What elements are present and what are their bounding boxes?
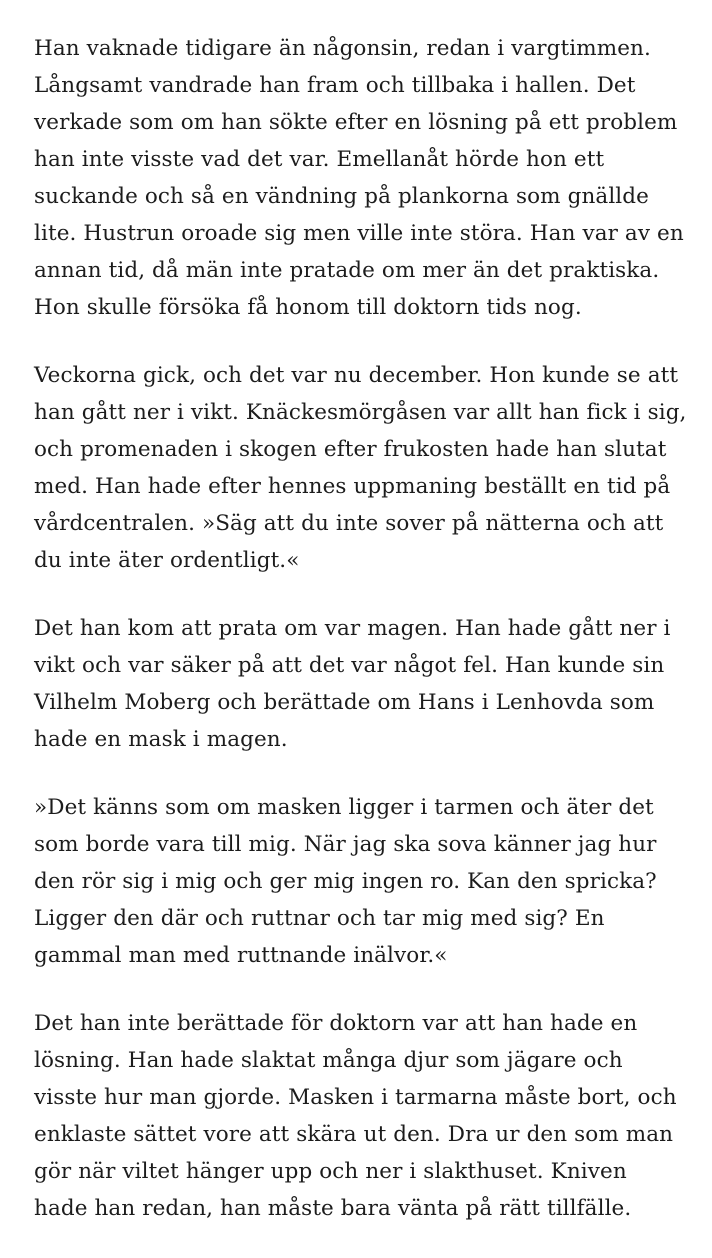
- text-line: lite. Hustrun oroade sig men ville inte störa. Han var av en: [34, 221, 684, 246]
- text-line: Ligger den där och ruttnar och tar mig med sig? En: [34, 906, 605, 931]
- text-line: gör när viltet hänger upp och ner i slakthuset. Kniven: [34, 1159, 627, 1184]
- text-line: Det han kom att prata om var magen. Han hade gått ner i: [34, 616, 671, 641]
- text-line: verkade som om han sökte efter en lösning på ett problem: [34, 110, 678, 135]
- paragraph-1: [34, 30, 694, 326]
- text-line: Veckorna gick, och det var nu december. Hon kunde se att: [34, 363, 679, 388]
- text-line: du inte äter ordentligt.«: [34, 548, 300, 573]
- text-line: gammal man med ruttnande inälvor.«: [34, 943, 448, 968]
- text-line: Han vaknade tidigare än någonsin, redan i vargtimmen.: [34, 36, 651, 61]
- text-line: suckande och så en vändning på plankorna som gnällde: [34, 184, 649, 209]
- text-line: Långsamt vandrade han fram och tillbaka i hallen. Det: [34, 73, 636, 98]
- text-line: visste hur man gjorde. Masken i tarmarna måste bort, och: [34, 1085, 677, 1110]
- text-line: vårdcentralen. »Säg att du inte sover på nätterna och att: [34, 511, 664, 536]
- text-line: han inte visste vad det var. Emellanåt hörde hon ett: [34, 147, 605, 172]
- text-line: med. Han hade efter hennes uppmaning beställt en tid på: [34, 474, 671, 499]
- text-line: vikt och var säker på att det var något fel. Han kunde sin: [34, 653, 665, 678]
- text-line: och promenaden i skogen efter frukosten hade han slutat: [34, 437, 667, 462]
- text-line: annan tid, då män inte pratade om mer än det praktiska.: [34, 258, 660, 283]
- text-line: lösning. Han hade slaktat många djur som jägare och: [34, 1048, 623, 1073]
- text-line: han gått ner i vikt. Knäckesmörgåsen var allt han fick i sig,: [34, 400, 687, 425]
- text-line: »Det känns som om masken ligger i tarmen och äter det: [34, 795, 654, 820]
- text-line: som borde vara till mig. När jag ska sova känner jag hur: [34, 832, 657, 857]
- text-line: Vilhelm Moberg och berättade om Hans i Lenhovda som: [34, 690, 655, 715]
- paragraph-5: [34, 1005, 694, 1227]
- text-line: enklaste sättet vore att skära ut den. Dra ur den som man: [34, 1122, 674, 1147]
- paragraph-3: [34, 610, 694, 758]
- text-line: Hon skulle försöka få honom till doktorn tids nog.: [34, 295, 582, 320]
- text-line: Det han inte berättade för doktorn var att han hade en: [34, 1011, 638, 1036]
- text-line: hade en mask i magen.: [34, 727, 288, 752]
- text-line: den rör sig i mig och ger mig ingen ro. Kan den spricka?: [34, 869, 657, 894]
- paragraph-4: [34, 789, 694, 974]
- article-body: [34, 30, 694, 1258]
- paragraph-2: [34, 357, 694, 579]
- text-line: hade han redan, han måste bara vänta på rätt tillfälle.: [34, 1196, 632, 1221]
